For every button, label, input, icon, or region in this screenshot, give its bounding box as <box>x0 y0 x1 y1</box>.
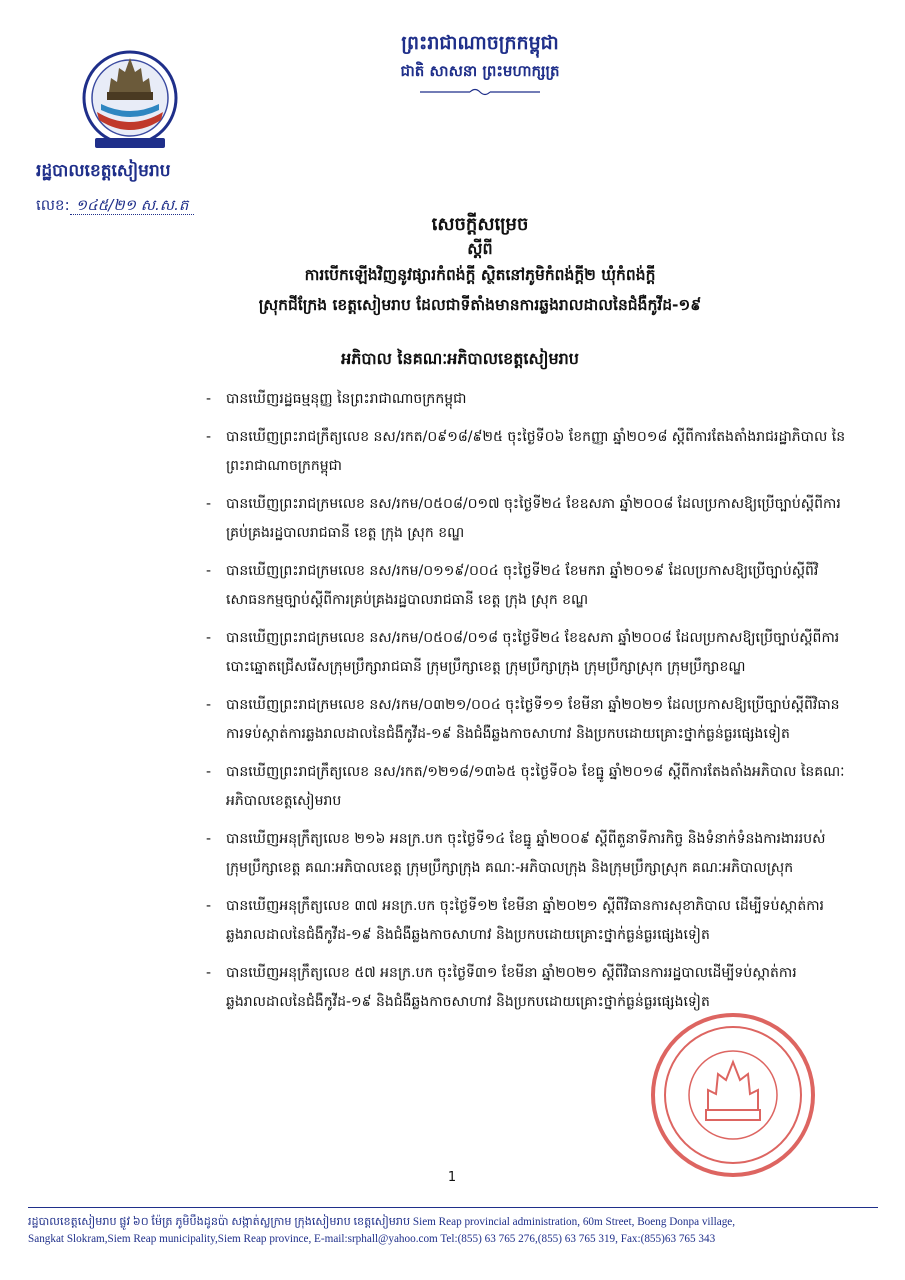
title-subject-line-2: ស្រុកជីក្រែង ខេត្តសៀមរាប ដែលជាទីតាំងមានការឆ្លងរាលដាលនៃជំងឺកូវីដ-១៩ <box>258 296 702 314</box>
legal-basis-list <box>206 385 846 1026</box>
ornament-divider <box>420 87 540 97</box>
footer-divider <box>28 1207 878 1208</box>
kingdom-title: ព្រះរាជាណាចក្រកម្ពុជា <box>401 32 559 54</box>
governor-heading: អភិបាល នៃគណៈអភិបាលខេត្តសៀមរាប <box>341 349 579 368</box>
list-item: - បានឃើញព្រះរាជក្រមលេខ នស/រកម/០១១៩/០០៤ ចុះថ្ងៃទី២៤ ខែមករា ឆ្នាំ២០១៩ ដែលប្រកាសឱ្យប្រើច្បាប់ស្តីពីវិសោធនកម្មច្បាប់ស្តីពីការគ្រប់គ្រងរដ្ឋបាលរាជធានី ខេត្ត ក្រុង ស្រុក ខណ្ឌ <box>206 562 819 608</box>
footer-line-1: រដ្ឋបាលខេត្តសៀមរាប ផ្លូវ ៦០ ម៉ែត្រ ភូមិបឹងដូនប៉ា សង្កាត់ស្លក្រាម ក្រុងសៀមរាប ខេត្តសៀមរាប Siem Reap provincial administration, 60m Street, Boeng Donpa village, <box>28 1216 736 1228</box>
title-regarding: ស្តីពី <box>467 239 493 258</box>
list-item: - បានឃើញព្រះរាជក្រមលេខ នស/រកម/០៣២១/០០៤ ចុះថ្ងៃទី១១ ខែមីនា ឆ្នាំ២០២១ ដែលប្រកាសឱ្យប្រើច្បាប់ស្តីពីវិធានការទប់ស្កាត់ការឆ្លងរាលដាលនៃជំងឺកូវីដ-១៩ និងជំងឺឆ្លងកាចសាហាវ និងប្រកបដោយគ្រោះថ្នាក់ធ្ងន់ធ្ងរផ្សេងទៀត <box>206 696 840 742</box>
issuing-authority-name: រដ្ឋបាលខេត្តសៀមរាប <box>36 161 171 181</box>
reference-label: លេខ: <box>36 196 70 214</box>
footer-contact <box>28 1214 878 1248</box>
reference-value: ១៤៥/២១ ស.ស.ត <box>70 196 195 215</box>
national-motto: ជាតិ សាសនា ព្រះមហាក្សត្រ <box>400 62 560 80</box>
list-item: - បានឃើញព្រះរាជក្រឹត្យលេខ នស/រកត/០៩១៨/៩២៥ ចុះថ្ងៃទី០៦ ខែកញ្ញា ឆ្នាំ២០១៨ ស្តីពីការតែងតាំងរាជរដ្ឋាភិបាល នៃព្រះរាជាណាចក្រកម្ពុជា <box>206 428 846 474</box>
decision-title <box>140 212 820 320</box>
list-item: - បានឃើញរដ្ឋធម្មនុញ្ញ នៃព្រះរាជាណាចក្រកម្ពុជា <box>206 391 467 407</box>
official-seal-stamp <box>648 1010 818 1180</box>
list-item: - បានឃើញព្រះរាជក្រឹត្យលេខ នស/រកត/១២១៨/១៣៦៥ ចុះថ្ងៃទី០៦ ខែធ្នូ ឆ្នាំ២០១៨ ស្តីពីការតែងតាំងអភិបាល នៃគណៈអភិបាលខេត្តសៀមរាប <box>206 763 845 809</box>
list-item: - បានឃើញព្រះរាជក្រមលេខ នស/រកម/០៥០៨/០១៨ ចុះថ្ងៃទី២៤ ខែឧសភា ឆ្នាំ២០០៨ ដែលប្រកាសឱ្យប្រើច្បាប់ស្តីពីការបោះឆ្នោតជ្រើសរើសក្រុមប្រឹក្សារាជធានី ក្រុមប្រឹក្សាខេត្ត ក្រុមប្រឹក្សាក្រុង ក្រុមប្រឹក្សាស្រុក ក្រុមប្រឹក្សាខណ្ឌ <box>206 629 840 675</box>
list-item: - បានឃើញព្រះរាជក្រមលេខ នស/រកម/០៥០៨/០១៧ ចុះថ្ងៃទី២៤ ខែឧសភា ឆ្នាំ២០០៨ ដែលប្រកាសឱ្យប្រើច្បាប់ស្តីពីការគ្រប់គ្រងរដ្ឋបាលរាជធានី ខេត្ត ក្រុង ស្រុក ខណ្ឌ <box>206 495 841 541</box>
list-item: - បានឃើញអនុក្រឹត្យលេខ ៥៧ អនក្រ.បក ចុះថ្ងៃទី៣១ ខែមីនា ឆ្នាំ២០២១ ស្តីពីវិធានការរដ្ឋបាលដើម្បីទប់ស្កាត់ការឆ្លងរាលដាលនៃជំងឺកូវីដ-១៩ និងជំងឺឆ្លងកាចសាហាវ និងប្រកបដោយគ្រោះថ្នាក់ធ្ងន់ធ្ងរផ្សេងទៀត <box>206 964 797 1010</box>
page-number: 1 <box>447 1170 457 1185</box>
list-item: - បានឃើញអនុក្រឹត្យលេខ ៣៧ អនក្រ.បក ចុះថ្ងៃទី១២ ខែមីនា ឆ្នាំ២០២១ ស្តីពីវិធានការសុខាភិបាល ដើម្បីទប់ស្កាត់ការឆ្លងរាលដាលនៃជំងឺកូវីដ-១៩ និងជំងឺឆ្លងកាចសាហាវ និងប្រកបដោយគ្រោះថ្នាក់ធ្ងន់ធ្ងរផ្សេងទៀត <box>206 897 824 943</box>
footer-line-2: Sangkat Slokram,Siem Reap municipality,Siem Reap province, E-mail:srphall@yahoo.com Tel:(855) 63 765 276,(855) 63 765 319, Fax:(855)63 765 343 <box>28 1233 716 1245</box>
list-item: - បានឃើញអនុក្រឹត្យលេខ ២១៦ អនក្រ.បក ចុះថ្ងៃទី១៤ ខែធ្នូ ឆ្នាំ២០០៩ ស្តីពីតួនាទីភារកិច្ច និងទំនាក់ទំនងការងាររបស់ក្រុមប្រឹក្សាខេត្ត គណៈអភិបាលខេត្ត ក្រុមប្រឹក្សាក្រុង គណៈ-អភិបាលក្រុង និងក្រុមប្រឹក្សាស្រុក គណៈអភិបាលស្រុក <box>206 830 826 876</box>
title-subject-line-1: ការបើកឡើងវិញនូវផ្សារកំពង់ក្តី ស្ថិតនៅភូមិកំពង់ក្តី២ ឃុំកំពង់ក្តី <box>304 266 656 284</box>
title-decision: សេចក្តីសម្រេច <box>431 214 529 235</box>
provincial-emblem-logo <box>75 40 185 160</box>
kingdom-header <box>340 30 620 101</box>
